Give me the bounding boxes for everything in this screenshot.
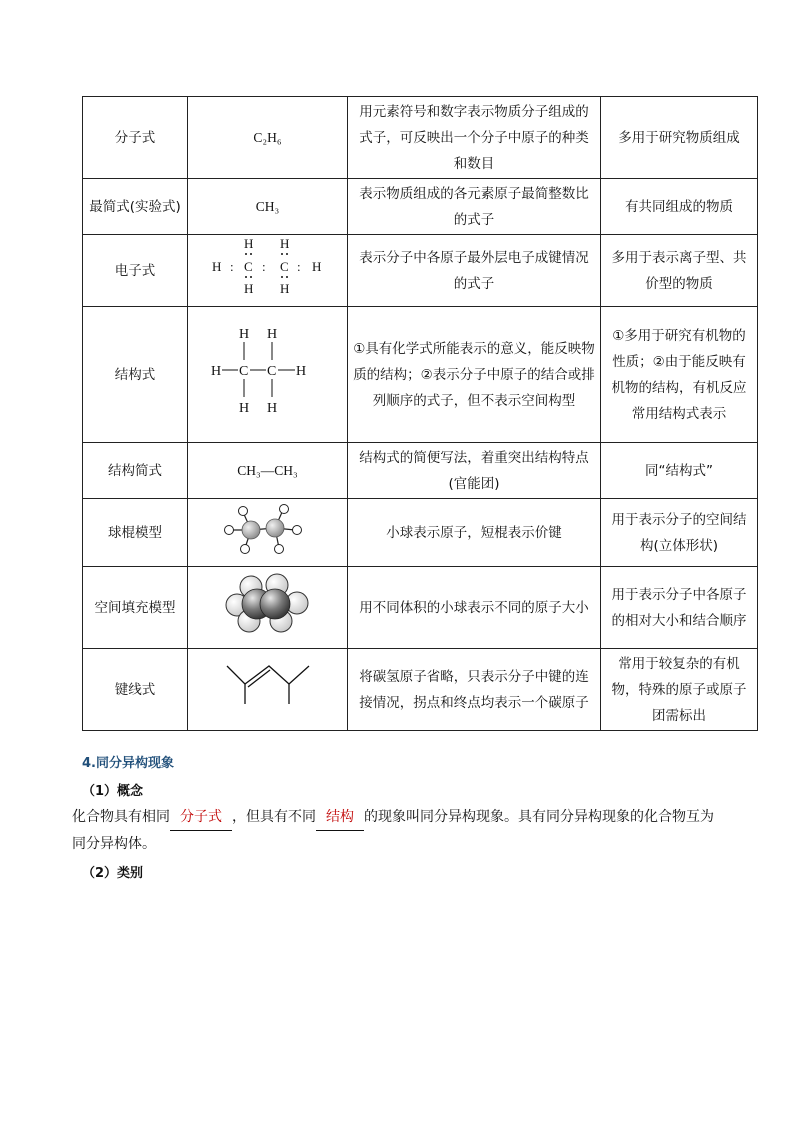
para-text-3: 的现象叫同分异构现象。具有同分异构现象的化合物互为同分异构体。 xyxy=(72,809,714,852)
svg-text:H: H xyxy=(243,281,253,296)
row-meaning: 表示物质组成的各元素原子最简整数比的式子 xyxy=(348,179,601,235)
representation-table xyxy=(82,96,758,731)
space-filling-model-icon xyxy=(223,571,313,635)
svg-text::: : xyxy=(229,259,234,274)
skeletal-formula-icon xyxy=(223,660,313,710)
row-example xyxy=(188,235,348,307)
table-row xyxy=(83,443,758,499)
svg-text::: : xyxy=(261,259,266,274)
svg-text:C: C xyxy=(238,364,248,379)
row-name: 结构简式 xyxy=(83,443,188,499)
table-row xyxy=(83,499,758,567)
row-example xyxy=(188,567,348,649)
svg-text:H: H xyxy=(279,281,289,296)
row-meaning: ①具有化学式所能表示的意义，能反映物质的结构；②表示分子中原子的结合或排列顺序的式子，但不表示空间构型 xyxy=(348,307,601,443)
section-heading: 4.同分异构现象 xyxy=(82,756,174,771)
svg-text:H: H xyxy=(279,236,289,251)
subheading-concept: （1）概念 xyxy=(82,784,144,799)
ball-and-stick-model-icon xyxy=(223,500,313,556)
row-example xyxy=(188,649,348,731)
svg-text:C: C xyxy=(266,364,276,379)
row-usage: ①多用于研究有机物的性质；②由于能反映有机物的结构，有机反应常用结构式表示 xyxy=(601,307,758,443)
row-usage: 同“结构式” xyxy=(601,443,758,499)
svg-text:H: H xyxy=(295,364,306,379)
svg-text:C: C xyxy=(243,259,253,274)
svg-text:H: H xyxy=(238,401,249,416)
svg-text:H: H xyxy=(210,364,221,379)
row-meaning: 用不同体积的小球表示不同的原子大小 xyxy=(348,567,601,649)
row-name: 分子式 xyxy=(83,97,188,179)
svg-text:H: H xyxy=(266,327,277,342)
row-usage: 多用于研究物质组成 xyxy=(601,97,758,179)
svg-text:H: H xyxy=(311,259,321,274)
row-name: 电子式 xyxy=(83,235,188,307)
row-meaning: 表示分子中各原子最外层电子成键情况的式子 xyxy=(348,235,601,307)
table-row xyxy=(83,649,758,731)
row-usage: 用于表示分子的空间结构(立体形状) xyxy=(601,499,758,567)
row-meaning: 结构式的简便写法，着重突出结构特点(官能团) xyxy=(348,443,601,499)
row-usage: 用于表示分子中各原子的相对大小和结合顺序 xyxy=(601,567,758,649)
svg-text:H: H xyxy=(266,401,277,416)
ethane-structural-formula-icon xyxy=(208,320,328,420)
svg-text:H: H xyxy=(211,259,221,274)
para-text-1: 化合物具有相同 xyxy=(72,809,170,825)
row-meaning: 将碳氢原子省略，只表示分子中键的连接情况，拐点和终点均表示一个碳原子 xyxy=(348,649,601,731)
ethane-electron-dot-formula-icon xyxy=(208,235,328,297)
svg-text:H: H xyxy=(243,236,253,251)
svg-text:H: H xyxy=(238,327,249,342)
row-example: C₂H₆ xyxy=(188,97,348,179)
row-name: 键线式 xyxy=(83,649,188,731)
row-name: 最简式(实验式) xyxy=(83,179,188,235)
row-meaning: 小球表示原子，短棍表示价键 xyxy=(348,499,601,567)
row-meaning: 用元素符号和数字表示物质分子组成的式子，可反映出一个分子中原子的种类和数目 xyxy=(348,97,601,179)
svg-text::: : xyxy=(296,259,301,274)
table-row xyxy=(83,567,758,649)
table-row xyxy=(83,307,758,443)
row-example xyxy=(188,307,348,443)
table-row xyxy=(83,97,758,179)
row-name: 结构式 xyxy=(83,307,188,443)
table-row xyxy=(83,235,758,307)
svg-text:C: C xyxy=(279,259,289,274)
row-usage: 有共同组成的物质 xyxy=(601,179,758,235)
table-row xyxy=(83,179,758,235)
row-example: CH₃—CH₃ xyxy=(188,443,348,499)
row-example xyxy=(188,499,348,567)
answer-blank-2: 结构 xyxy=(316,804,364,831)
para-text-2: ，但具有不同 xyxy=(232,809,316,825)
row-name: 空间填充模型 xyxy=(83,567,188,649)
answer-blank-1: 分子式 xyxy=(170,804,232,831)
subheading-category: （2）类别 xyxy=(82,866,144,881)
row-usage: 多用于表示离子型、共价型的物质 xyxy=(601,235,758,307)
row-usage: 常用于较复杂的有机物，特殊的原子或原子团需标出 xyxy=(601,649,758,731)
concept-paragraph xyxy=(72,804,722,857)
row-name: 球棍模型 xyxy=(83,499,188,567)
row-example: CH₃ xyxy=(188,179,348,235)
